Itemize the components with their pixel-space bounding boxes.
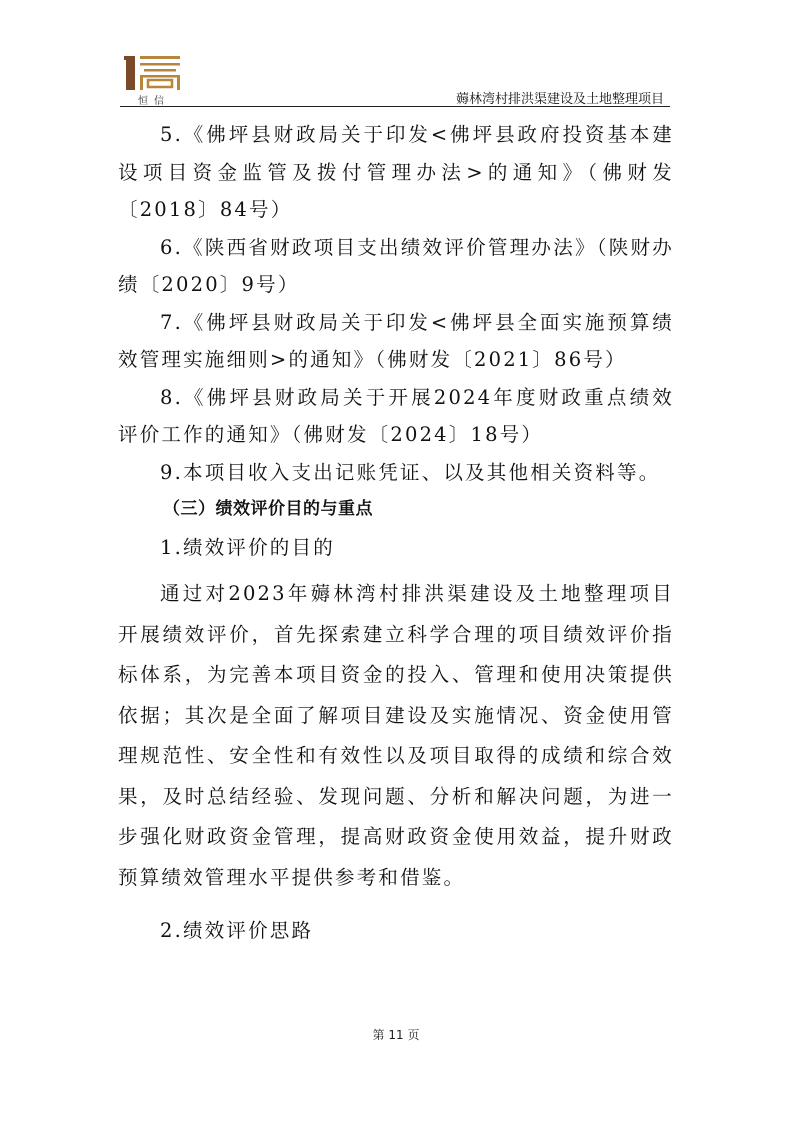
logo-text: 恒信 [138, 96, 170, 107]
section-heading: （三）绩效评价目的与重点 [163, 499, 373, 519]
reference-item-6: 6.《陕西省财政项目支出绩效评价管理办法》（陕财办绩〔2020〕9号） [118, 235, 674, 296]
subsection-heading-approach: 2.绩效评价思路 [160, 919, 314, 942]
reference-item-8: 8.《佛坪县财政局关于开展2024年度财政重点绩效评价工作的通知》（佛财发〔2024〕18号） [118, 385, 674, 446]
subsection-heading-purpose: 1.绩效评价的目的 [160, 535, 335, 559]
reference-item-7: 7.《佛坪县财政局关于印发<佛坪县全面实施预算绩效管理实施细则>的通知》（佛财发〔2021〕86号） [118, 310, 674, 371]
header-divider [120, 106, 670, 107]
document-body [118, 116, 674, 950]
header-title: 薅林湾村排洪渠建设及土地整理项目 [455, 92, 664, 107]
reference-item-9: 9.本项目收入支出记账凭证、以及其他相关资料等。 [160, 460, 661, 484]
page-number: 第 11 页 [372, 1028, 420, 1042]
purpose-paragraph: 通过对2023年薅林湾村排洪渠建设及土地整理项目开展绩效评价，首先探索建立科学合理的项目绩效评价指标体系，为完善本项目资金的投入、管理和使用决策提供依据；其次是全面了解项目建设及实施情况、资金使用管理规范性、安全性和有效性以及项目取得的成绩和综合效果，及时总结经验、发现问题、分析和解决问题，为进一步强化财政资金管理，提高财政资金使用效益，提升财政预算绩效管理水平提供参考和借鉴。 [118, 582, 674, 889]
reference-item-5: 5.《佛坪县财政局关于印发<佛坪县政府投资基本建设项目资金监管及拨付管理办法>的通知》（佛财发〔2018〕84号） [118, 123, 674, 221]
